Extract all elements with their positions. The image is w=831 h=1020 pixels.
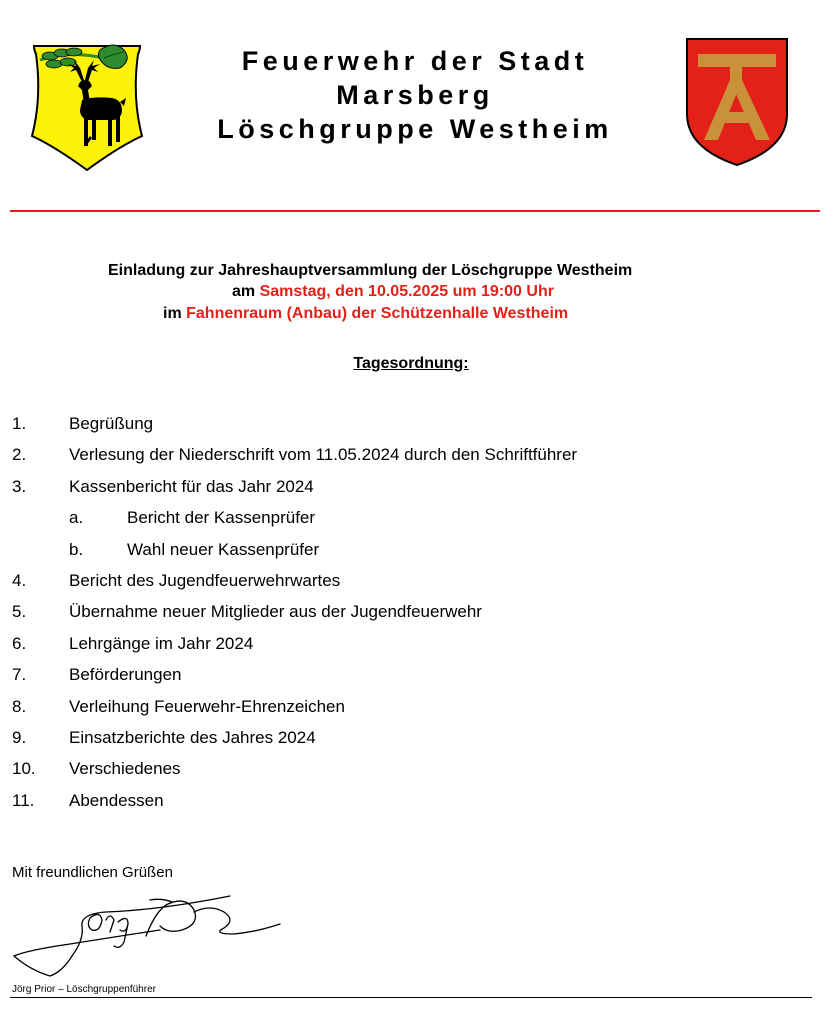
title-line-2: Marsberg [336, 80, 494, 110]
handwritten-signature-icon [10, 880, 290, 980]
agenda-item [12, 473, 812, 504]
invitation-location-line [163, 304, 568, 324]
agenda-item-number: 7. [12, 665, 27, 685]
agenda-item-text: Verlesung der Niederschrift vom 11.05.2024 durch den Schriftführer [69, 445, 578, 465]
agenda-item-text: Beförderungen [69, 665, 182, 685]
agenda-item [12, 441, 812, 472]
agenda-item-number: 5. [12, 602, 27, 622]
title-line-1: Feuerwehr der Stadt [241, 46, 589, 76]
invitation-date-line [232, 282, 554, 302]
agenda-item-number: 4. [12, 570, 27, 590]
agenda-subitem [12, 504, 812, 535]
organization-title [150, 44, 680, 146]
agenda-item-text: Übernahme neuer Mitglieder aus der Jugendfeuerwehr [69, 602, 482, 622]
invitation-title: Einladung zur Jahreshauptversammlung der Löschgruppe Westheim [108, 262, 633, 279]
agenda-item [12, 598, 812, 629]
header-divider [10, 210, 820, 212]
agenda-item-number: 3. [12, 476, 27, 496]
agenda-item-text: Abendessen [69, 790, 164, 810]
closing-greeting: Mit freundlichen Grüßen [12, 864, 173, 881]
agenda-item-number: 9. [12, 727, 27, 747]
westheim-stag-crest-icon [28, 38, 146, 172]
agenda-subitem [12, 536, 812, 567]
date-prefix: am [232, 283, 260, 300]
footer-divider [10, 997, 812, 998]
agenda-item [12, 630, 812, 661]
agenda-subitem-letter: a. [69, 508, 84, 528]
agenda-item [12, 755, 812, 786]
meeting-location: Fahnenraum (Anbau) der Schützenhalle Westheim [186, 305, 569, 322]
location-prefix: im [163, 305, 187, 322]
agenda-item-text: Verschiedenes [69, 759, 181, 779]
agenda-subitem-text: Wahl neuer Kassenprüfer [127, 539, 320, 559]
marsberg-crest-icon [684, 36, 790, 168]
agenda-subitem-letter: b. [69, 539, 84, 559]
agenda-item [12, 693, 812, 724]
agenda-item-text: Bericht des Jugendfeuerwehrwartes [69, 570, 341, 590]
agenda-list [12, 410, 812, 818]
agenda-item-number: 10. [12, 759, 36, 779]
agenda-item-number: 11. [12, 790, 35, 810]
agenda-heading: Tagesordnung: [353, 355, 469, 372]
agenda-item-number: 8. [12, 696, 27, 716]
agenda-item-number: 1. [12, 414, 27, 433]
agenda-item-text: Lehrgänge im Jahr 2024 [69, 633, 254, 653]
agenda-item [12, 661, 812, 692]
agenda-item-text: Verleihung Feuerwehr-Ehrenzeichen [69, 696, 345, 716]
agenda-subitem-text: Bericht der Kassenprüfer [127, 508, 316, 528]
signer-name: Jörg Prior – Löschgruppenführer [12, 984, 156, 995]
title-line-3: Löschgruppe Westheim [217, 114, 613, 144]
agenda-item-text: Kassenbericht für das Jahr 2024 [69, 476, 314, 496]
agenda-item-text: Einsatzberichte des Jahres 2024 [69, 727, 316, 747]
meeting-date: Samstag, den 10.05.2025 um 19:00 Uhr [259, 283, 554, 300]
agenda-item [12, 567, 812, 598]
agenda-item [12, 787, 812, 818]
agenda-item [12, 410, 812, 441]
agenda-item-text: Begrüßung [69, 414, 154, 433]
agenda-item [12, 724, 812, 755]
agenda-item-number: 2. [12, 445, 27, 465]
agenda-item-number: 6. [12, 633, 27, 653]
